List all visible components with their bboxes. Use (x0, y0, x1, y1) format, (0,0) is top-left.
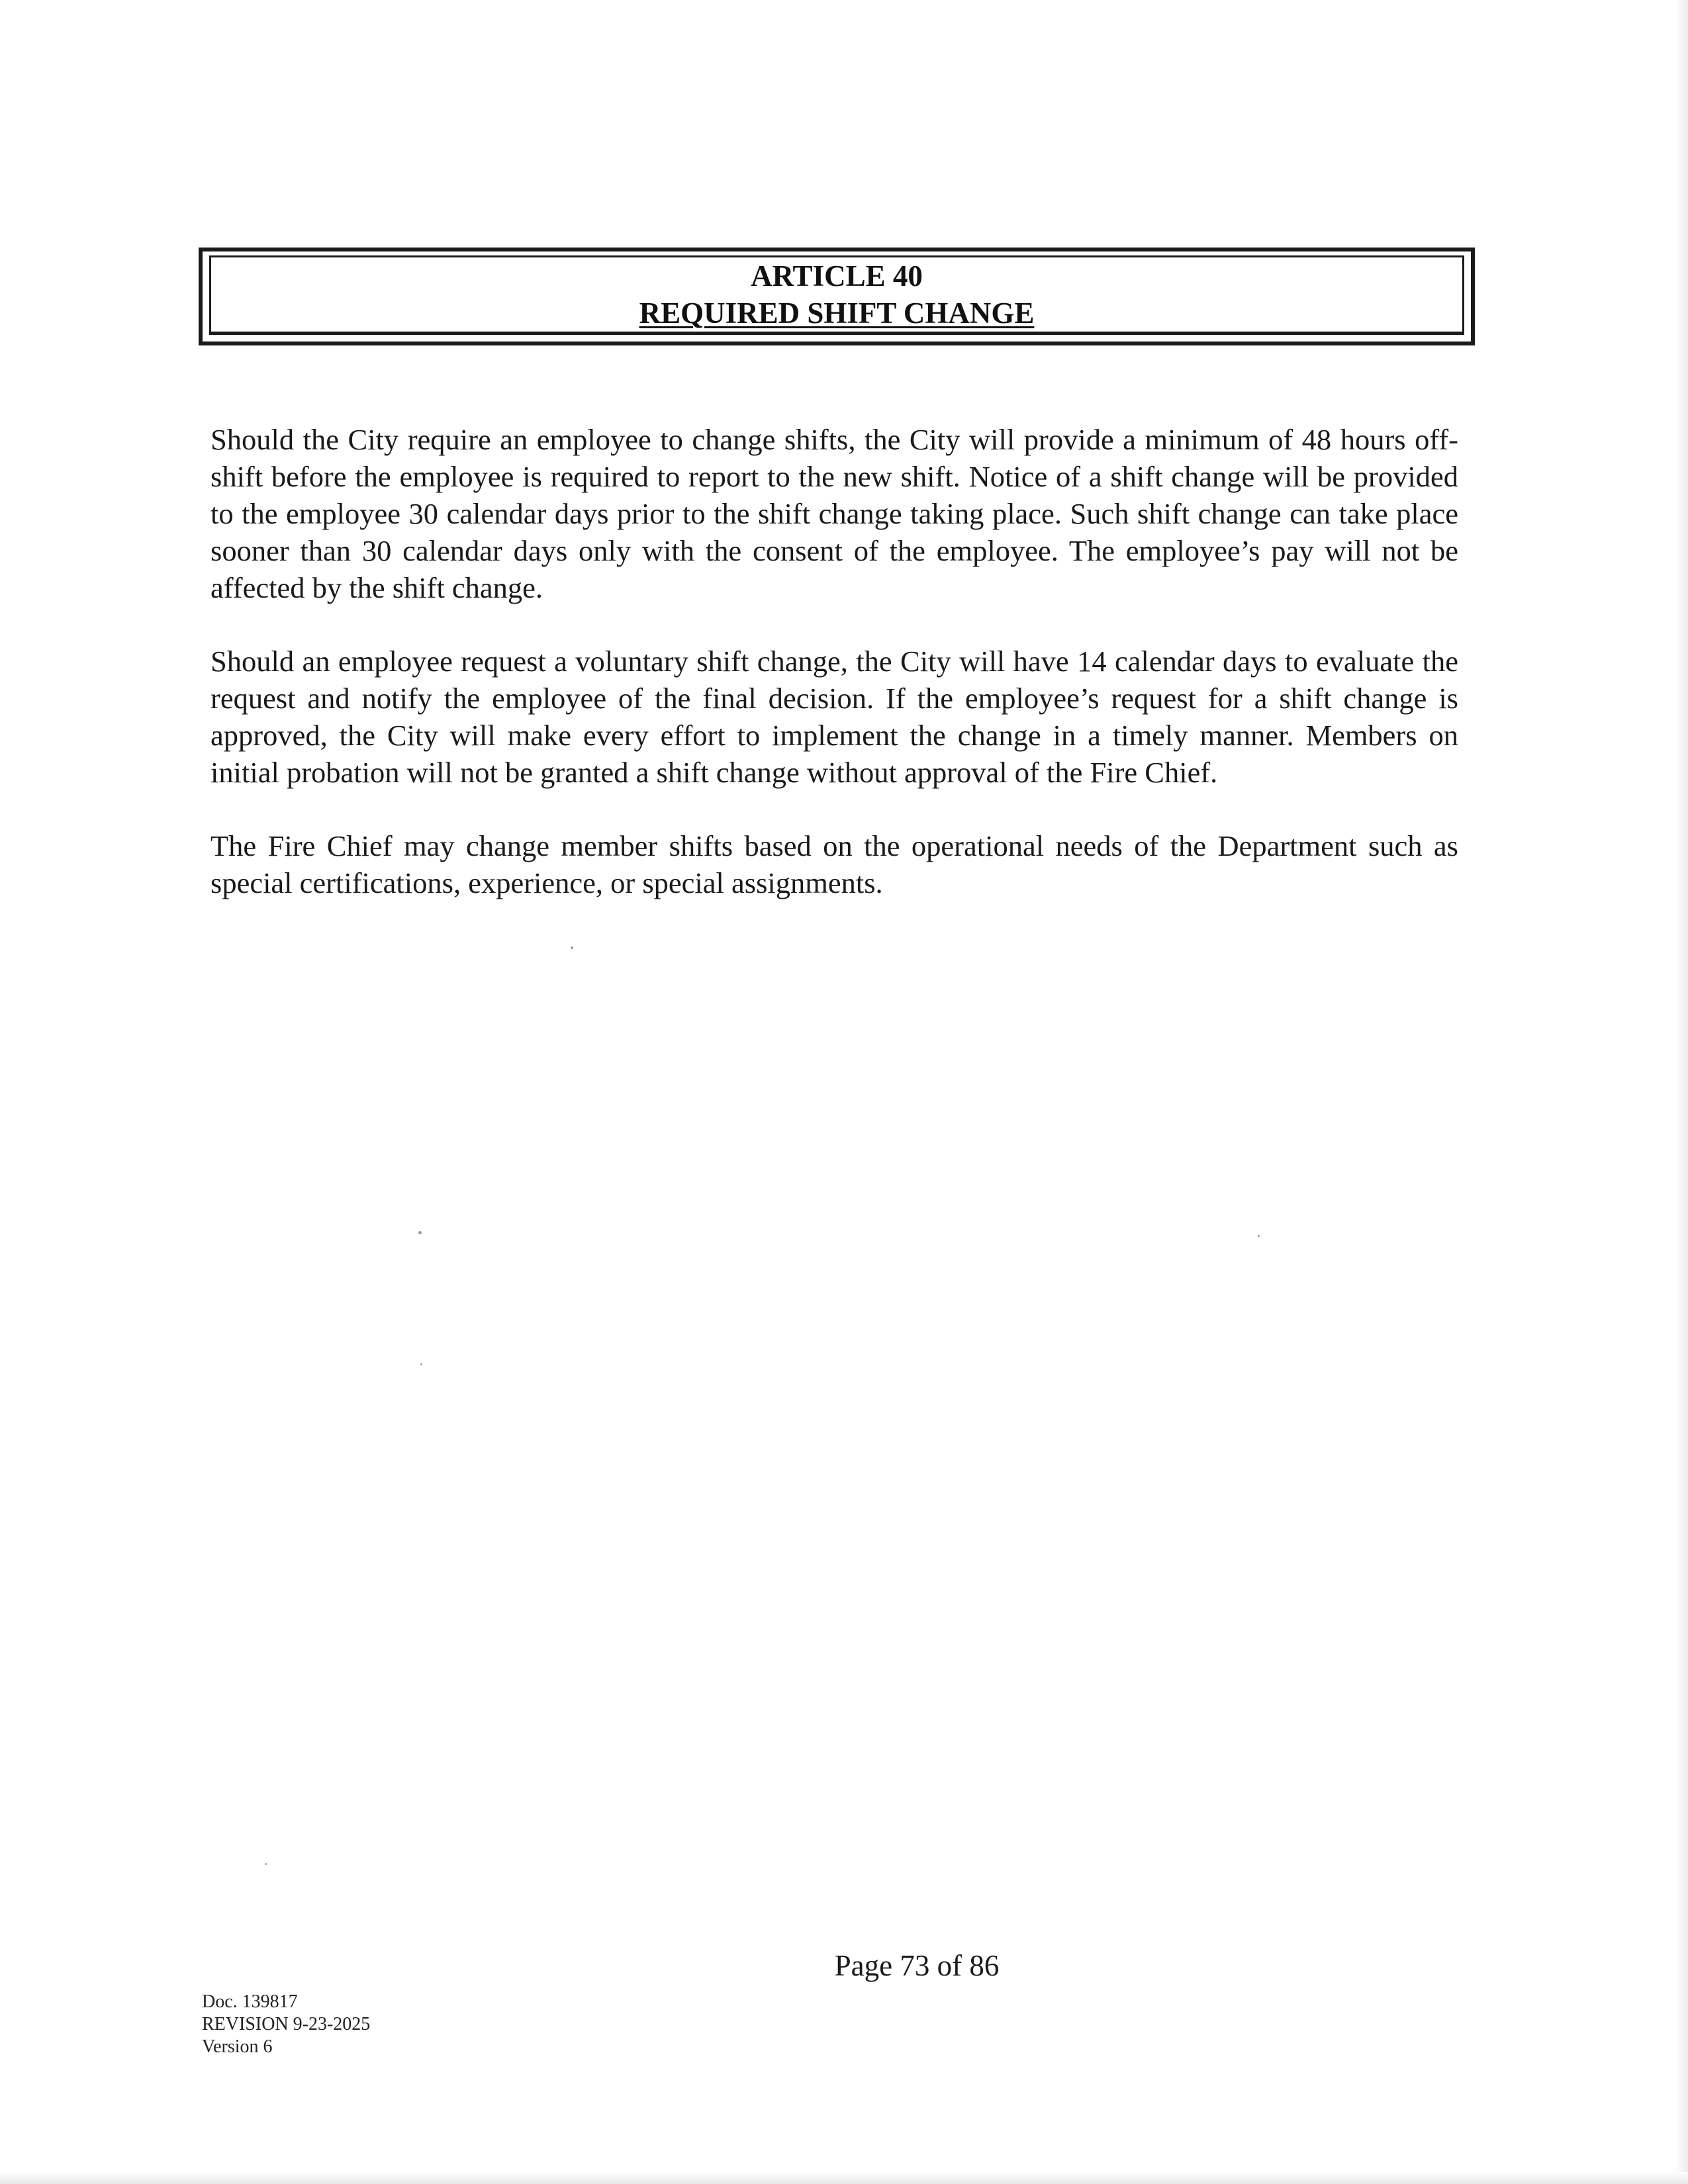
scan-edge (0, 2172, 1688, 2184)
article-heading: REQUIRED SHIFT CHANGE (639, 296, 1035, 330)
body-paragraph: Should the City require an employee to change shifts, the City will provide a minimum of 48 hours off-shift before the employee is required to report to the new shift. Notice of a shift change will be provided to the employee 30 calendar days prior to the shift change taking place. Such shift change can take place sooner than 30 calendar days only with the consent of the employee. The employee’s pay will not be affected by the shift change. (211, 423, 1458, 604)
scan-edge (1675, 0, 1688, 2184)
version-label: Version 6 (202, 2036, 273, 2057)
body-paragraph: Should an employee request a voluntary shift change, the City will have 14 calendar days to evaluate the request and notify the employee of the final decision. If the employee’s request for a shift change is approved, the City will make every effort to implement the change in a timely manner. Members on initial probation will not be granted a shift change without approval of the Fire Chief. (211, 645, 1458, 789)
body-paragraph: The Fire Chief may change member shifts based on the operational needs of the Department such as special certifications, experience, or special assignments. (211, 829, 1458, 899)
scan-speck (418, 1231, 422, 1234)
scan-speck (1258, 1235, 1260, 1237)
page-number-label: Page 73 of 86 (834, 1949, 1000, 1982)
revision-date: REVISION 9-23-2025 (202, 2014, 371, 2034)
article-body (211, 421, 1458, 938)
article-header-box (199, 248, 1475, 345)
article-number: ARTICLE 40 (751, 259, 923, 293)
scan-speck (571, 946, 573, 949)
scan-speck (420, 1363, 422, 1365)
article-header-inner (209, 255, 1464, 335)
document-footer (202, 1991, 370, 2058)
doc-number: Doc. 139817 (202, 1991, 298, 2012)
page-number (0, 1947, 1688, 1984)
scan-speck (265, 1863, 267, 1865)
